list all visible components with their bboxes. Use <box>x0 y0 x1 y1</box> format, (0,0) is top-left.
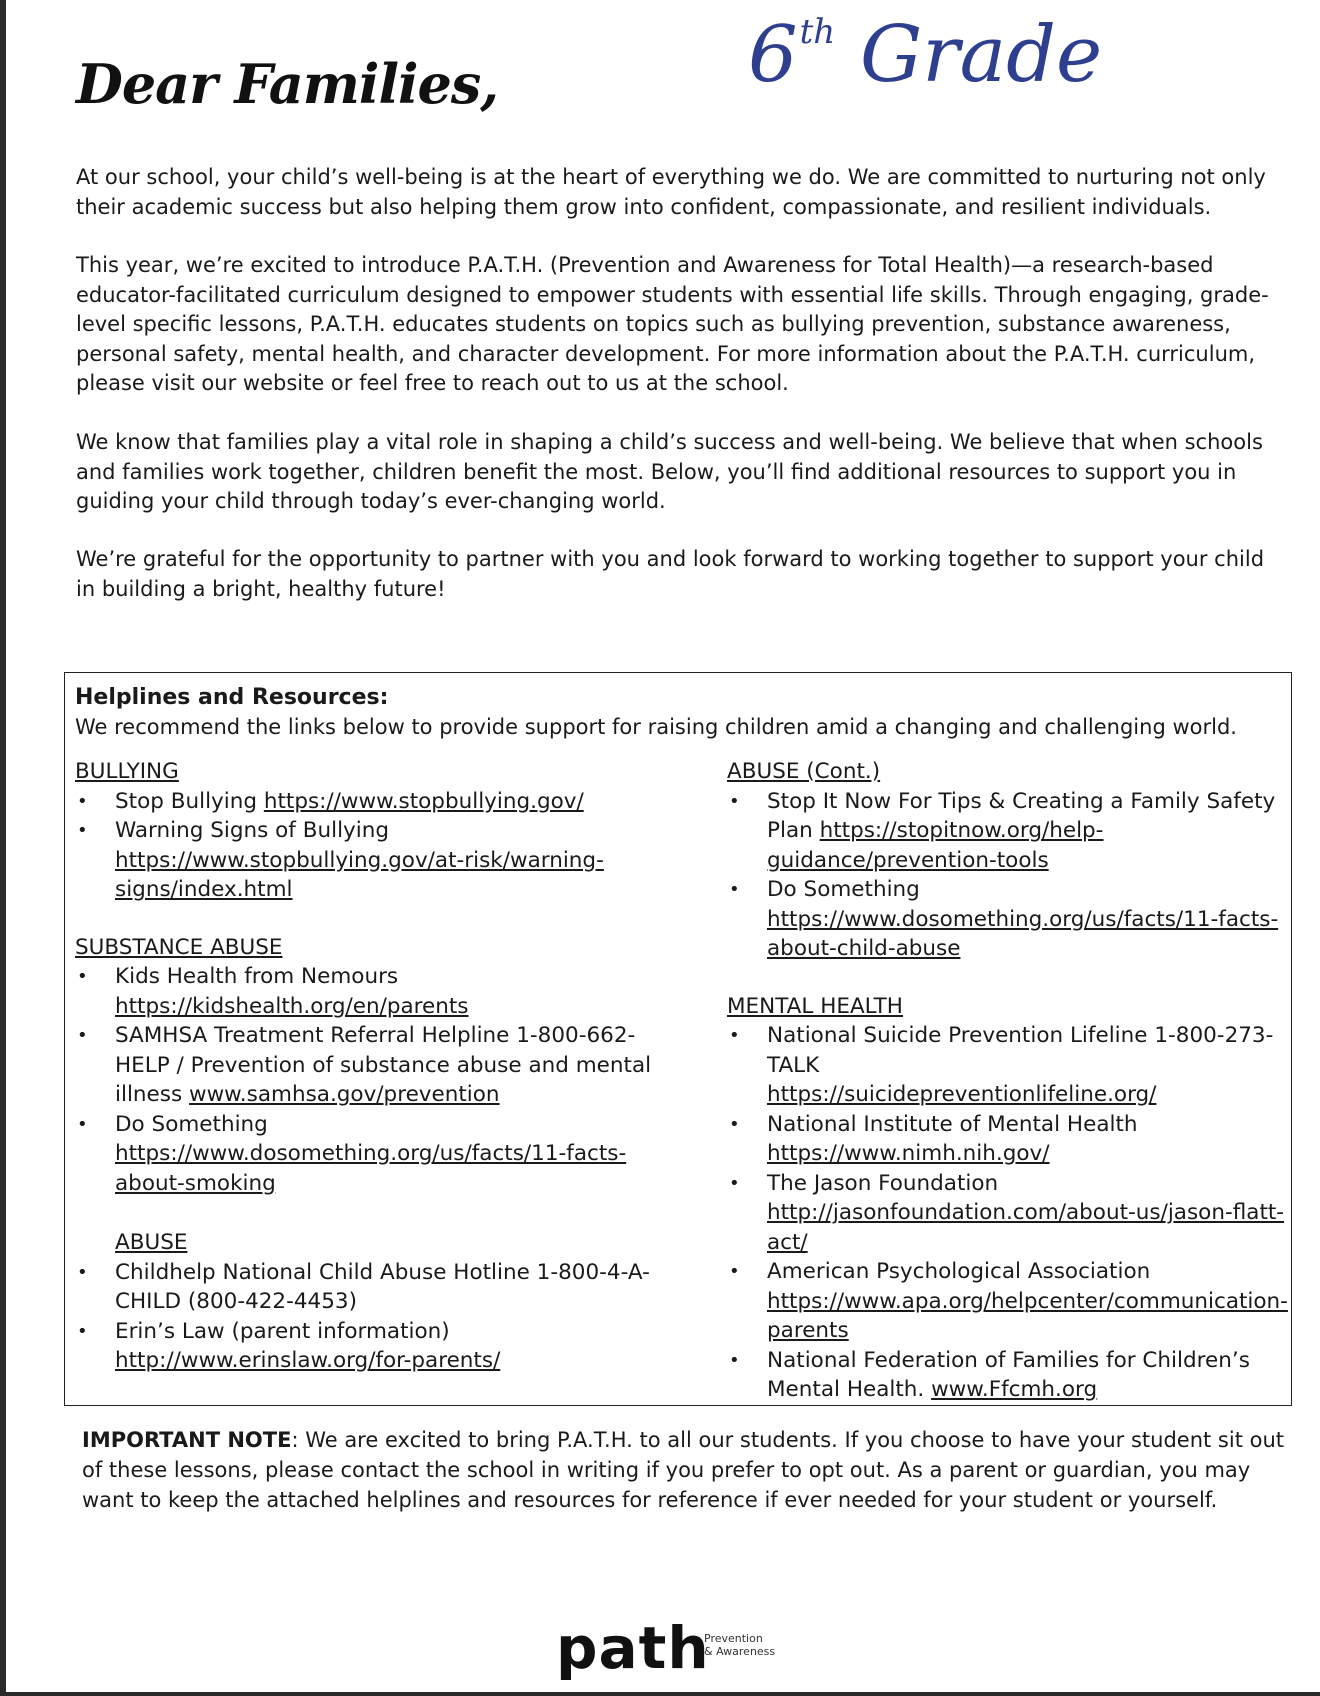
item-text: National Institute of Mental Health <box>767 1111 1138 1137</box>
resources-title: Helplines and Resources: <box>75 685 389 710</box>
item-text: National Federation of Families for Children’s Mental Health. <box>767 1347 1250 1402</box>
resource-link[interactable]: https://www.dosomething.org/us/facts/11-facts-about-child-abuse <box>767 906 1279 961</box>
section-heading-mental-health: MENTAL HEALTH <box>727 993 903 1019</box>
grade-number: 6 <box>748 10 798 100</box>
resource-link[interactable]: https://www.dosomething.org/us/facts/11-facts-about-smoking <box>115 1141 627 1196</box>
item-text: Stop It Now For Tips & Creating a Family Safety Plan <box>767 788 1276 843</box>
intro-paragraph: At our school, your child’s well-being is at the heart of everything we do. We are committed to nurturing not only their academic success but also helping them grow into confident, compassionate, and resilient individuals. <box>76 165 1266 219</box>
resource-link[interactable]: http://www.erinslaw.org/for-parents/ <box>115 1348 501 1373</box>
item-text: Do Something <box>115 1111 268 1137</box>
salutation-heading: Dear Families, <box>76 52 499 116</box>
list-item <box>75 1317 675 1376</box>
section-heading-abuse: ABUSE <box>115 1230 188 1255</box>
item-text: Kids Health from Nemours <box>115 964 399 989</box>
resource-link[interactable]: www.Ffcmh.org <box>931 1377 1098 1402</box>
list-item <box>727 875 1287 964</box>
scan-edge <box>0 0 6 1696</box>
resources-right-column <box>727 757 1287 1405</box>
item-text: Childhelp National Child Abuse Hotline 1-800-4-A-CHILD (800-422-4453) <box>115 1259 650 1314</box>
grade-suffix: th <box>799 12 836 52</box>
resource-link[interactable]: https://www.nimh.nih.gov/ <box>767 1141 1050 1166</box>
grade-word: Grade <box>860 10 1103 100</box>
scan-edge-bottom <box>0 1692 1320 1696</box>
abuse-list <box>75 1258 675 1376</box>
bullying-list <box>75 787 675 905</box>
list-item <box>727 787 1287 876</box>
gratitude-paragraph: We’re grateful for the opportunity to partner with you and look forward to working together to support your child in building a bright, healthy future! <box>76 547 1265 601</box>
item-text: Do Something <box>767 877 920 902</box>
resources-box <box>64 672 1292 1406</box>
list-item <box>75 1110 675 1199</box>
list-item <box>75 1021 675 1110</box>
section-heading-bullying: BULLYING <box>75 759 179 784</box>
resource-link[interactable]: https://suicidepreventionlifeline.org/ <box>767 1082 1157 1107</box>
resource-link[interactable]: https://www.apa.org/helpcenter/communication-parents <box>767 1288 1288 1343</box>
logo-tag-line-2: & Awareness <box>704 1645 776 1658</box>
logo-tag-line-1: Prevention <box>704 1632 763 1645</box>
substance-abuse-list <box>75 962 675 1198</box>
list-item <box>75 816 675 905</box>
logo-tagline <box>704 1632 814 1658</box>
logo-wordmark: path <box>556 1614 710 1682</box>
resource-link[interactable]: http://jasonfoundation.com/about-us/jason-flatt-act/ <box>767 1200 1285 1255</box>
section-heading-substance-abuse: SUBSTANCE ABUSE <box>75 934 283 960</box>
item-text: Stop Bullying <box>115 788 264 814</box>
important-note-text: : We are excited to bring P.A.T.H. to all our students. If you choose to have your student sit out of these lessons, please contact the school in writing if you prefer to opt out. As a parent or guardian, you may want to keep the attached helplines and resources for reference if ever needed for your student or yourself. <box>82 1428 1284 1512</box>
list-item <box>727 1169 1287 1258</box>
resource-link[interactable]: www.samhsa.gov/prevention <box>189 1082 500 1107</box>
item-text: SAMHSA Treatment Referral Helpline 1-800-662-HELP / Prevention of substance abuse and mental illness <box>115 1023 652 1107</box>
section-heading-abuse-cont: ABUSE (Cont.) <box>727 759 881 784</box>
list-item <box>727 1257 1287 1346</box>
resources-left-column <box>75 757 675 1376</box>
important-note-label: IMPORTANT NOTE <box>82 1428 292 1452</box>
handwritten-grade-note <box>748 10 1102 100</box>
item-text: Erin’s Law (parent information) <box>115 1318 450 1344</box>
resource-link[interactable]: https://kidshealth.org/en/parents <box>115 993 469 1019</box>
list-item <box>75 1258 675 1317</box>
item-text: Warning Signs of Bullying <box>115 818 390 843</box>
list-item <box>75 787 675 817</box>
list-item <box>727 1346 1287 1405</box>
resources-intro: We recommend the links below to provide support for raising children amid a changing and challenging world. <box>75 715 1237 739</box>
item-text: The Jason Foundation <box>767 1170 999 1196</box>
abuse-cont-list <box>727 787 1287 964</box>
resource-link[interactable]: https://www.stopbullying.gov/at-risk/warning-signs/index.html <box>115 847 604 902</box>
families-paragraph: We know that families play a vital role in shaping a child’s success and well-being. We believe that when schools and families work together, children benefit the most. Below, you’ll find additional resources to support you in guiding your child through today’s ever-changing world. <box>76 430 1263 513</box>
mental-health-list <box>727 1021 1287 1405</box>
item-text: American Psychological Association <box>767 1259 1151 1284</box>
item-text: National Suicide Prevention Lifeline 1-800-273-TALK <box>767 1023 1274 1078</box>
list-item <box>75 962 675 1021</box>
resource-link[interactable]: https://www.stopbullying.gov/ <box>263 788 584 814</box>
important-note <box>82 1425 1292 1515</box>
list-item <box>727 1110 1287 1169</box>
path-paragraph: This year, we’re excited to introduce P.A.T.H. (Prevention and Awareness for Total Health)—a research-based educator-facilitated curriculum designed to empower students with essential life skills. Through engaging, grade-level specific lessons, P.A.T.H. educates students on topics such as bullying prevention, substance awareness, personal safety, mental health, and character development. For more information about the P.A.T.H. curriculum, please visit our website or feel free to reach out to us at the school. <box>76 253 1269 395</box>
resource-link[interactable]: https://stopitnow.org/help-guidance/prevention-tools <box>767 818 1104 873</box>
list-item <box>727 1021 1287 1110</box>
